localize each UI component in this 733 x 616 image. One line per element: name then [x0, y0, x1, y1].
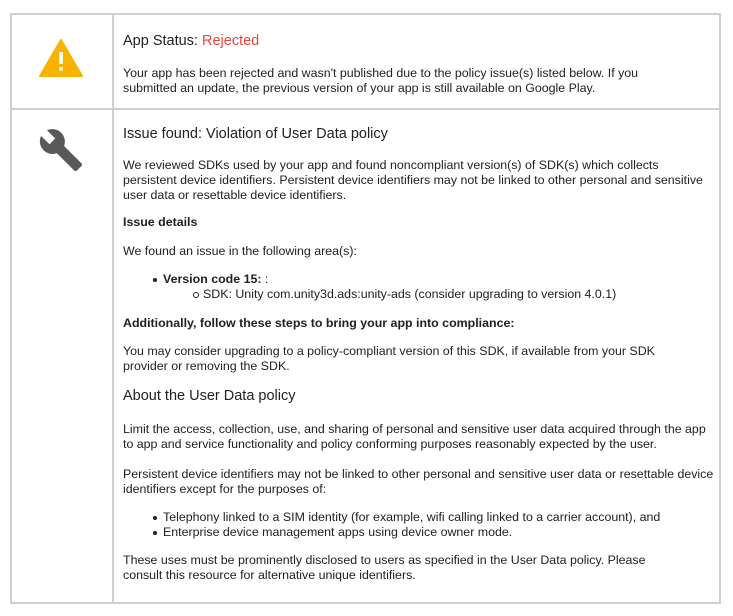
steps-text: You may consider upgrading to a policy-compliant version of this SDK, if available from your SDK provider or removing the SDK. — [123, 344, 655, 373]
app-status-label: App Status: — [123, 33, 198, 49]
issue-area-list — [163, 272, 683, 302]
issue-details-heading: Issue details — [123, 215, 198, 229]
purpose-item: Telephony linked to a SIM identity (for example, wifi calling linked to a carrier account), and — [163, 510, 723, 525]
issue-title: Issue found: Violation of User Data policy — [123, 126, 388, 142]
app-status-value: Rejected — [202, 33, 260, 49]
steps-heading: Additionally, follow these steps to bring your app into compliance: — [123, 316, 515, 330]
version-suffix: : — [261, 272, 269, 286]
app-status-heading — [123, 32, 259, 50]
status-body: Your app has been rejected and wasn't published due to the policy issue(s) listed below. If you submitted an update, the previous version of your app is still available on Google Play. — [123, 66, 639, 95]
sdk-item: SDK: Unity com.unity3d.ads:unity-ads (consider upgrading to version 4.0.1) — [203, 287, 683, 302]
status-row — [12, 15, 719, 110]
issue-areas-text: We found an issue in the following area(s): — [123, 244, 357, 258]
closing-text: These uses must be prominently disclosed to users as specified in the User Data policy. Please consult this resource for alternative unique identifiers. — [123, 553, 646, 582]
wrench-icon — [38, 127, 84, 173]
issue-row — [12, 108, 719, 602]
about-title: About the User Data policy — [123, 388, 296, 404]
purpose-item: Enterprise device management apps using device owner mode. — [163, 525, 723, 540]
warning-icon — [39, 39, 83, 77]
version-item — [163, 272, 683, 302]
policy-status-panel — [10, 13, 721, 604]
about-paragraph-2: Persistent device identifiers may not be linked to other personal and sensitive user data or resettable device identifiers except for the purposes of: — [123, 467, 714, 496]
sdk-list — [203, 287, 683, 302]
purposes-list — [163, 510, 723, 540]
version-label: Version code 15: — [163, 272, 262, 286]
about-paragraph-1: Limit the access, collection, use, and sharing of personal and sensitive user data acquired through the app to app and service functionality and policy conforming purposes reasonably expected by the user. — [123, 422, 706, 451]
issue-intro: We reviewed SDKs used by your app and found noncompliant version(s) of SDK(s) which collects persistent device identifiers. Persistent device identifiers may not be linked to other personal and sensitive user data or resettable device identifiers. — [123, 158, 703, 202]
